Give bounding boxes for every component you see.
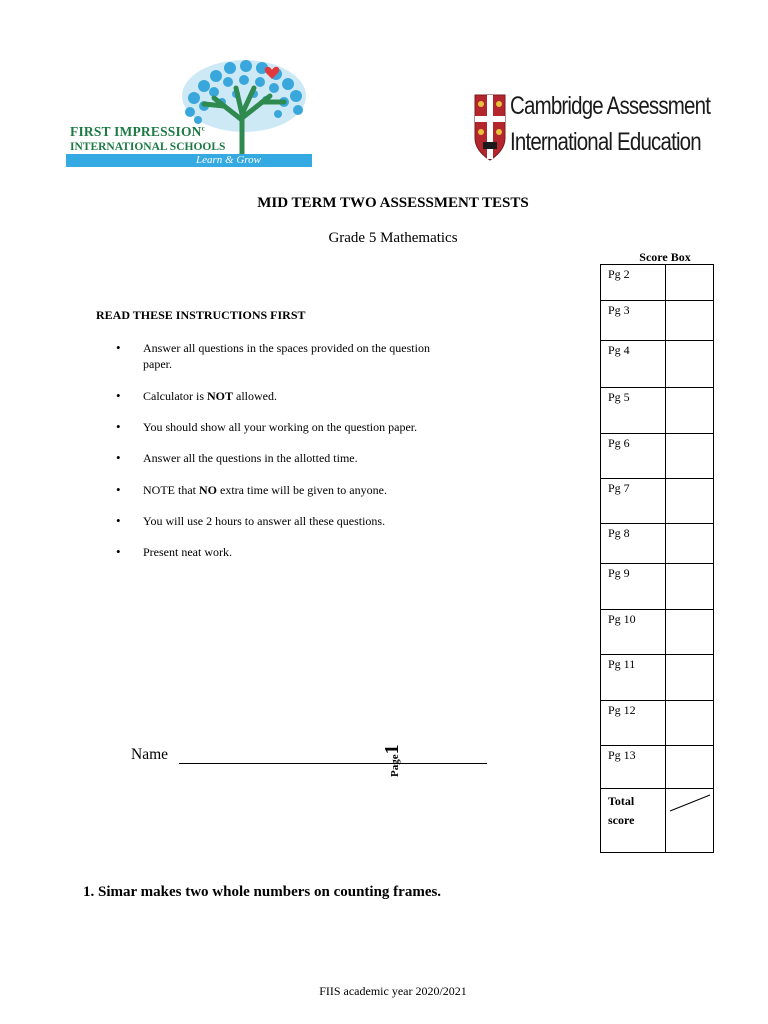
instruction-item: • Present neat work. xyxy=(112,544,452,564)
cambridge-name-line1: Cambridge Assessment xyxy=(510,92,711,120)
score-row xyxy=(601,564,714,610)
total-score-cell[interactable] xyxy=(666,789,714,853)
score-row xyxy=(601,746,714,789)
instruction-item: • Calculator is NOT allowed. xyxy=(112,388,452,419)
school-name: FIRST IMPRESSION$^c$ xyxy=(70,124,205,139)
score-page-label: Pg 10 xyxy=(601,610,666,655)
total-score-label: Total score xyxy=(601,789,666,853)
instructions-heading: READ THESE INSTRUCTIONS FIRST xyxy=(96,308,306,322)
school-tagline: Learn & Grow xyxy=(66,154,312,167)
cambridge-name-line2: International Education xyxy=(510,128,701,156)
document-subtitle: Grade 5 Mathematics xyxy=(328,230,458,246)
score-row xyxy=(601,701,714,746)
score-row xyxy=(601,610,714,655)
score-box-table xyxy=(600,264,714,853)
score-page-label: Pg 11 xyxy=(601,655,666,701)
score-box-caption: Score Box xyxy=(639,250,691,264)
score-row xyxy=(601,265,714,301)
score-page-label: Pg 12 xyxy=(601,701,666,746)
score-row xyxy=(601,655,714,701)
score-input-cell[interactable] xyxy=(666,701,714,746)
score-page-label: Pg 7 xyxy=(601,479,666,524)
instructions-list xyxy=(112,340,452,564)
question-number: 1. xyxy=(83,884,95,900)
document-title: MID TERM TWO ASSESSMENT TESTS xyxy=(257,195,529,211)
score-input-cell[interactable] xyxy=(666,434,714,479)
score-input-cell[interactable] xyxy=(666,479,714,524)
score-page-label: Pg 9 xyxy=(601,564,666,610)
score-row xyxy=(601,479,714,524)
cambridge-logo xyxy=(474,92,711,164)
score-row xyxy=(601,341,714,388)
school-logo xyxy=(66,58,312,168)
score-input-cell[interactable] xyxy=(666,610,714,655)
score-input-cell[interactable] xyxy=(666,301,714,341)
score-page-label: Pg 4 xyxy=(601,341,666,388)
score-row xyxy=(601,388,714,434)
score-row xyxy=(601,434,714,479)
score-input-cell[interactable] xyxy=(666,564,714,610)
instruction-item: • Answer all the questions in the allotted time. xyxy=(112,450,452,482)
score-input-cell[interactable] xyxy=(666,341,714,388)
page-number: 1 xyxy=(381,744,403,755)
name-input-line[interactable] xyxy=(179,763,487,764)
score-page-label: Pg 3 xyxy=(601,301,666,341)
instruction-item: • You should show all your working on the question paper. xyxy=(112,419,452,450)
score-row xyxy=(601,524,714,564)
instruction-item: • NOTE that NO extra time will be given to anyone. xyxy=(112,482,452,513)
score-page-label: Pg 5 xyxy=(601,388,666,434)
score-page-label: Pg 8 xyxy=(601,524,666,564)
page-word: Page xyxy=(389,754,401,777)
total-score-row xyxy=(601,789,714,853)
score-row xyxy=(601,301,714,341)
score-page-label: Pg 6 xyxy=(601,434,666,479)
instruction-item: • Answer all questions in the spaces provided on the question paper. xyxy=(112,340,452,388)
score-page-label: Pg 2 xyxy=(601,265,666,301)
score-input-cell[interactable] xyxy=(666,524,714,564)
score-input-cell[interactable] xyxy=(666,746,714,789)
cambridge-shield-icon xyxy=(474,94,506,162)
school-subtitle: INTERNATIONAL SCHOOLS xyxy=(70,141,226,153)
page-number-marker xyxy=(381,733,407,777)
diagonal-slash-icon xyxy=(666,789,714,819)
name-label: Name xyxy=(131,746,169,763)
score-input-cell[interactable] xyxy=(666,388,714,434)
score-page-label: Pg 13 xyxy=(601,746,666,789)
footer-text: FIIS academic year 2020/2021 xyxy=(319,984,467,998)
score-input-cell[interactable] xyxy=(666,265,714,301)
question-text: Simar makes two whole numbers on counting frames. xyxy=(98,884,442,900)
instruction-item: • You will use 2 hours to answer all these questions. xyxy=(112,513,452,544)
score-input-cell[interactable] xyxy=(666,655,714,701)
question-1 xyxy=(83,884,441,901)
